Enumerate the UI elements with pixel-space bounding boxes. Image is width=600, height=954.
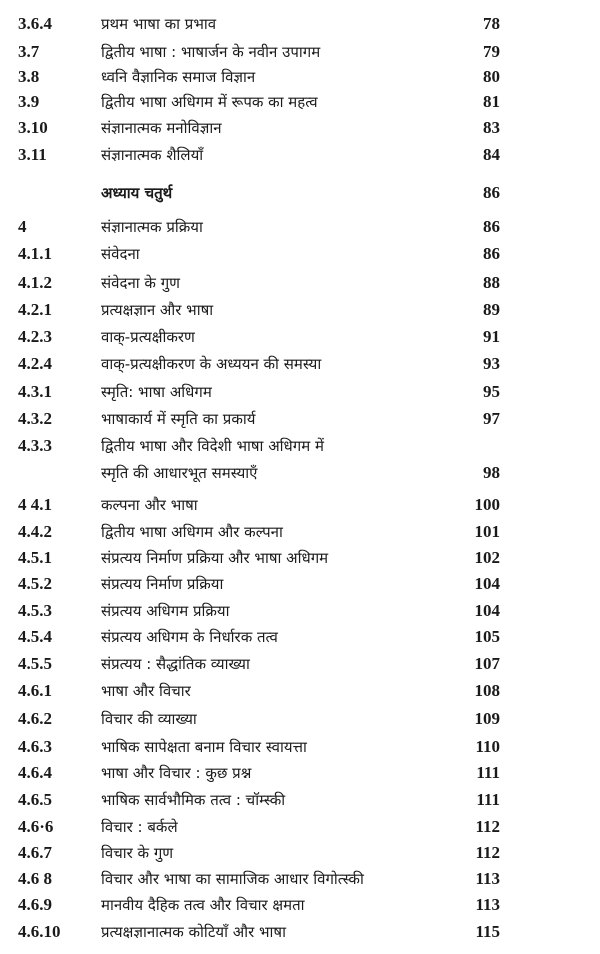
entry-number: 4.6.4 xyxy=(18,763,52,782)
toc-entry xyxy=(0,460,600,486)
entry-page: 104 xyxy=(474,601,500,620)
entry-title: संप्रत्यय अधिगम प्रक्रिया xyxy=(101,602,230,620)
entry-title: द्वितीय भाषा अधिगम में रूपक का महत्व xyxy=(101,93,318,111)
entry-title: द्वितीय भाषा अधिगम और कल्पना xyxy=(101,523,283,541)
entry-title: वाक्-प्रत्यक्षीकरण के अध्ययन की समस्या xyxy=(101,355,322,373)
chapter-heading xyxy=(0,180,600,206)
entry-title: द्वितीय भाषा : भाषार्जन के नवीन उपागम xyxy=(101,43,321,61)
entry-number: 4.2.4 xyxy=(18,354,52,373)
entry-page: 84 xyxy=(483,145,500,164)
entry-page: 80 xyxy=(483,67,500,86)
entry-title: प्रथम भाषा का प्रभाव xyxy=(101,15,217,33)
entry-title: भाषिक सार्वभौमिक तत्व : चॉम्स्की xyxy=(101,791,286,809)
entry-page: 81 xyxy=(483,92,500,111)
toc-entry xyxy=(0,651,600,677)
entry-page: 95 xyxy=(483,382,500,401)
entry-number: 4.6.5 xyxy=(18,790,52,809)
entry-title: संप्रत्यय निर्माण प्रक्रिया xyxy=(101,575,224,593)
entry-title: विचार के गुण xyxy=(101,844,174,862)
entry-page: 112 xyxy=(475,843,500,862)
toc-entry xyxy=(0,840,600,866)
entry-number: 4.6.2 xyxy=(18,709,52,728)
toc-entry xyxy=(0,89,600,115)
entry-title: संप्रत्यय अधिगम के निर्धारक तत्व xyxy=(101,628,278,646)
entry-number: 4.4.2 xyxy=(18,522,52,541)
toc-entry xyxy=(0,406,600,432)
entry-title: भाषिक सापेक्षता बनाम विचार स्वायत्ता xyxy=(101,738,307,756)
entry-page: 101 xyxy=(474,522,500,541)
entry-number: 4.5.1 xyxy=(18,548,52,567)
entry-title: संवेदना xyxy=(101,245,140,263)
entry-number: 4.3.2 xyxy=(18,409,52,428)
entry-page: 93 xyxy=(483,354,500,373)
entry-number: 4.5.5 xyxy=(18,654,52,673)
entry-number: 3.6.4 xyxy=(18,14,52,33)
entry-page: 102 xyxy=(474,548,500,567)
toc-entry xyxy=(0,678,600,704)
toc-entry xyxy=(0,892,600,918)
entry-title: संप्रत्यय : सैद्धांतिक व्याख्या xyxy=(101,655,250,673)
toc-entry xyxy=(0,297,600,323)
toc-entry xyxy=(0,351,600,377)
entry-number: 4.2.1 xyxy=(18,300,52,319)
toc-entry xyxy=(0,241,600,267)
entry-number: 3.9 xyxy=(18,92,40,111)
toc-entry xyxy=(0,760,600,786)
entry-number: 3.10 xyxy=(18,118,48,137)
entry-title: विचार : बर्कले xyxy=(101,818,178,836)
entry-page: 115 xyxy=(475,922,500,941)
entry-title: संज्ञानात्मक शैलियाँ xyxy=(101,146,204,164)
entry-page: 86 xyxy=(483,217,500,236)
toc-entry xyxy=(0,214,600,240)
entry-page: 78 xyxy=(483,14,500,33)
entry-page: 113 xyxy=(475,895,500,914)
entry-number: 4.3.3 xyxy=(18,436,52,455)
toc-entry xyxy=(0,571,600,597)
entry-page: 111 xyxy=(476,790,500,809)
toc-entry xyxy=(0,324,600,350)
entry-number: 4.6.3 xyxy=(18,737,52,756)
entry-title: अध्याय चतुर्थ xyxy=(101,184,173,202)
entry-page: 109 xyxy=(474,709,500,728)
entry-page: 112 xyxy=(475,817,500,836)
entry-title: विचार की व्याख्या xyxy=(101,710,197,728)
entry-title: प्रत्यक्षज्ञानात्मक कोटियाँ और भाषा xyxy=(101,923,286,941)
entry-number: 4.6.10 xyxy=(18,922,61,941)
toc-entry xyxy=(0,866,600,892)
toc-entry xyxy=(0,39,600,65)
toc-entry xyxy=(0,814,600,840)
entry-number: 4.6.9 xyxy=(18,895,52,914)
entry-page: 105 xyxy=(474,627,500,646)
entry-title: संप्रत्यय निर्माण प्रक्रिया और भाषा अधिगम xyxy=(101,549,329,567)
entry-title: द्वितीय भाषा और विदेशी भाषा अधिगम में xyxy=(101,437,324,455)
toc-entry xyxy=(0,64,600,90)
entry-number: 4.6 8 xyxy=(18,869,52,888)
entry-page: 89 xyxy=(483,300,500,319)
entry-page: 98 xyxy=(483,463,500,482)
toc-entry xyxy=(0,115,600,141)
entry-page: 86 xyxy=(483,183,500,202)
toc-entry xyxy=(0,11,600,37)
entry-page: 113 xyxy=(475,869,500,888)
entry-title: संज्ञानात्मक प्रक्रिया xyxy=(101,218,203,236)
toc-entry xyxy=(0,270,600,296)
toc-entry xyxy=(0,787,600,813)
entry-number: 4.5.4 xyxy=(18,627,52,646)
toc-entry xyxy=(0,433,600,459)
entry-number: 3.8 xyxy=(18,67,40,86)
entry-title: प्रत्यक्षज्ञान और भाषा xyxy=(101,301,214,319)
entry-number: 3.11 xyxy=(18,145,47,164)
entry-title: भाषा और विचार xyxy=(101,682,191,700)
toc-entry xyxy=(0,142,600,168)
entry-page: 97 xyxy=(483,409,500,428)
toc-entry xyxy=(0,734,600,760)
entry-page: 104 xyxy=(474,574,500,593)
entry-number: 3.7 xyxy=(18,42,40,61)
toc-entry xyxy=(0,706,600,732)
entry-title: वाक्-प्रत्यक्षीकरण xyxy=(101,328,195,346)
entry-title: ध्वनि वैज्ञानिक समाज विज्ञान xyxy=(101,68,256,86)
toc-entry xyxy=(0,598,600,624)
entry-title: स्मृति: भाषा अधिगम xyxy=(101,383,212,401)
entry-number: 4.5.3 xyxy=(18,601,52,620)
entry-page: 88 xyxy=(483,273,500,292)
entry-page: 107 xyxy=(474,654,500,673)
entry-page: 86 xyxy=(483,244,500,263)
toc-entry xyxy=(0,545,600,571)
entry-page: 83 xyxy=(483,118,500,137)
entry-number: 4.2.3 xyxy=(18,327,52,346)
entry-page: 91 xyxy=(483,327,500,346)
entry-number: 4 4.1 xyxy=(18,495,52,514)
toc-entry xyxy=(0,519,600,545)
entry-number: 4.1.2 xyxy=(18,273,52,292)
entry-page: 79 xyxy=(483,42,500,61)
entry-number: 4.6.1 xyxy=(18,681,52,700)
toc-entry xyxy=(0,919,600,945)
entry-title: विचार और भाषा का सामाजिक आधार विगोत्स्की xyxy=(101,870,364,888)
entry-number: 4.1.1 xyxy=(18,244,52,263)
toc-entry xyxy=(0,379,600,405)
entry-title: संवेदना के गुण xyxy=(101,274,181,292)
entry-number: 4.6.7 xyxy=(18,843,52,862)
toc-entry xyxy=(0,624,600,650)
entry-number: 4.3.1 xyxy=(18,382,52,401)
entry-page: 111 xyxy=(476,763,500,782)
entry-title: भाषा और विचार : कुछ प्रश्न xyxy=(101,764,252,782)
entry-number: 4 xyxy=(18,217,27,236)
entry-title: मानवीय दैहिक तत्व और विचार क्षमता xyxy=(101,896,305,914)
toc-entry xyxy=(0,492,600,518)
entry-title: कल्पना और भाषा xyxy=(101,496,198,514)
entry-page: 108 xyxy=(474,681,500,700)
entry-title: स्मृति की आधारभूत समस्याएँ xyxy=(101,464,258,482)
entry-page: 100 xyxy=(474,495,500,514)
entry-page: 110 xyxy=(475,737,500,756)
entry-number: 4.5.2 xyxy=(18,574,52,593)
entry-number: 4.6·6 xyxy=(18,817,54,836)
entry-title: भाषाकार्य में स्मृति का प्रकार्य xyxy=(101,410,256,428)
entry-title: संज्ञानात्मक मनोविज्ञान xyxy=(101,119,222,137)
